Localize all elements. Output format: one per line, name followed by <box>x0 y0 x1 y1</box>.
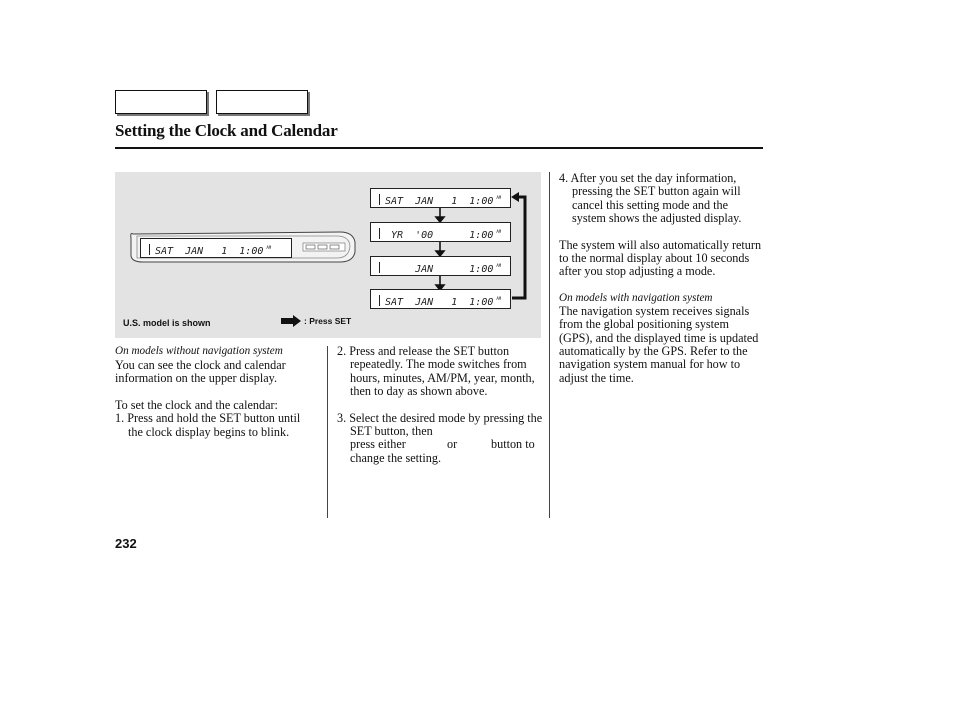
seq-display-4: SAT JAN 1 1:00 $^{AM}$ <box>370 289 511 309</box>
figure-caption-model: U.S. model is shown <box>123 318 211 328</box>
step-2: 2. Press and release the SET button repeatedly. The mode switches from hours, minutes, AM/PM, year, month, then to day as shown above. <box>337 344 535 399</box>
column-2 <box>337 345 543 465</box>
seq-display-1: SAT JAN 1 1:00 $^{AM}$ <box>370 188 511 208</box>
nav-tab-2[interactable] <box>216 90 308 114</box>
auto-return-paragraph: The system will also automatically return to the normal display about 10 seconds after you stop adjusting a mode. <box>559 237 762 279</box>
step-3: 3. Select the desired mode by pressing the SET button, then press either or button to change the setting. <box>337 410 543 465</box>
intro-paragraph: You can see the clock and calendar information on the upper display. <box>115 358 286 386</box>
setup-intro: To set the clock and the calendar: <box>115 397 278 412</box>
column-divider-2 <box>549 172 550 518</box>
step-1: 1. Press and hold the SET button until the clock display begins to blink. <box>115 411 301 439</box>
seq-display-3: JAN 1:00 $^{AM}$ <box>370 256 511 276</box>
sequence-arrows <box>436 208 444 290</box>
nav-tab-1[interactable] <box>115 90 207 114</box>
subhead-with-nav: On models with navigation system <box>559 291 713 304</box>
column-divider-1 <box>327 346 328 518</box>
column-3 <box>559 172 764 385</box>
main-clock-display: SAT JAN 1 1:00 $^{AM}$ <box>140 238 292 258</box>
page-number: 232 <box>115 536 137 551</box>
column-1 <box>115 345 315 439</box>
page-title: Setting the Clock and Calendar <box>115 121 338 140</box>
figure-caption-press-set: : Press SET <box>304 316 352 326</box>
seq-display-2: YR '00 1:00 $^{AM}$ <box>370 222 511 242</box>
return-loop-arrow <box>512 197 525 298</box>
subhead-without-nav: On models without navigation system <box>115 345 283 357</box>
clock-figure <box>115 172 541 338</box>
press-set-arrow-icon <box>281 315 301 327</box>
nav-paragraph: The navigation system receives signals from the global positioning system (GPS), and the displayed time is updated automatically by the GPS. Refer to the navigation system manual for how to adjust the time. <box>559 303 759 385</box>
title-rule <box>115 147 763 149</box>
step-4: 4. After you set the day information, pressing the SET button again will cancel this setting mode and the system shows the adjusted display. <box>559 171 742 226</box>
